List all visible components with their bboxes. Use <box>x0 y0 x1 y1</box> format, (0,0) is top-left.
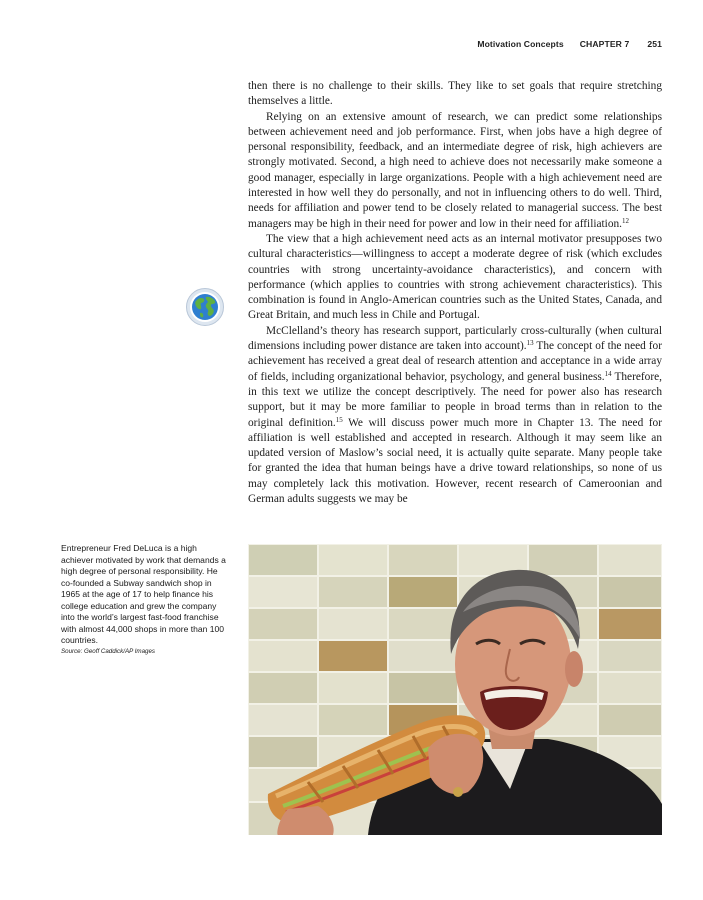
paragraph-4-text-b: The concept of the need for achievement has received a great deal of research attention and acceptance in a wide array of fields, including organizational behavior, psychology, and general business. <box>248 340 662 383</box>
photo-illustration <box>248 544 662 835</box>
photo-credit: Source: Geoff Caddick/AP Images <box>61 647 156 655</box>
paragraph-4-text-a: McClelland’s theory has research support, particularly cross-culturally (when cultural dimensions including power distance are taken into account). <box>248 324 662 353</box>
running-head-chapter: CHAPTER 7 <box>579 39 630 49</box>
paragraph-4-text-d: We will discuss power much more in Chapter 13. The need for affiliation is well established and accepted in research. Although it may seem like an updated version of Maslow’s social need, it is actually quite separate. Many people take for granted the idea that human beings have a drive toward relationships, so none of us may completely lack this motivation. However, recent research of Cameroonian and German adults suggests we may be <box>248 416 662 506</box>
paragraph-2 <box>248 110 662 232</box>
paragraph-4 <box>248 324 662 508</box>
running-head-section: Motivation Concepts <box>477 39 564 49</box>
photo-fred-deluca <box>248 544 662 835</box>
caption-text: Entrepreneur Fred DeLuca is a high achiever motivated by work that demands a high degree of personal responsibility. He co-founded a Subway sandwich shop in 1965 at the age of 17 to help finance his college education and grew the company into the world’s largest fast-food franchise with almost 44,000 shops in more than 100 countries. <box>61 543 226 645</box>
page-number: 251 <box>647 39 662 49</box>
paragraph-1: then there is no challenge to their skills. They like to set goals that require stretching themselves a little. <box>248 80 662 108</box>
paragraph-2-text: Relying on an extensive amount of research, we can predict some relationships between achievement need and job performance. First, when jobs have a high degree of personal responsibility, feedback, and an intermediate degree of risk, high achievers are strongly motivated. Second, a high need to achieve does not necessarily make someone a good manager, especially in large organizations. People with a high achievement need are interested in how well they do personally, and not in influencing others to do well. Third, needs for affiliation and power tend to be closely related to managerial success. The best managers may be high in their need for power and low in their need for affiliation. <box>248 110 662 230</box>
endnote-ref-14: 14 <box>604 369 612 378</box>
endnote-ref-13: 13 <box>526 339 534 348</box>
endnote-ref-15: 15 <box>335 415 343 424</box>
paragraph-4-text-c: Therefore, in this text we utilize the concept descriptively. The need for power also has research support, but it may be more familiar to people in broad terms than in relation to the original definition. <box>248 370 662 429</box>
running-head <box>477 39 662 49</box>
paragraph-3: The view that a high achievement need acts as an internal motivator presupposes two cultural characteristics—willingness to accept a moderate degree of risk (which excludes countries with strong uncertainty-avoidance characteristics), and concern with performance (which applies to countries with strong achievement characteristics). This combination is found in Anglo-American countries such as the United States, Canada, and Great Britain, and much less in Chile and Portugal. <box>248 232 662 322</box>
photo-caption <box>61 543 229 657</box>
body-text <box>248 79 662 507</box>
endnote-ref-12: 12 <box>622 216 630 225</box>
globe-icon <box>186 288 224 326</box>
